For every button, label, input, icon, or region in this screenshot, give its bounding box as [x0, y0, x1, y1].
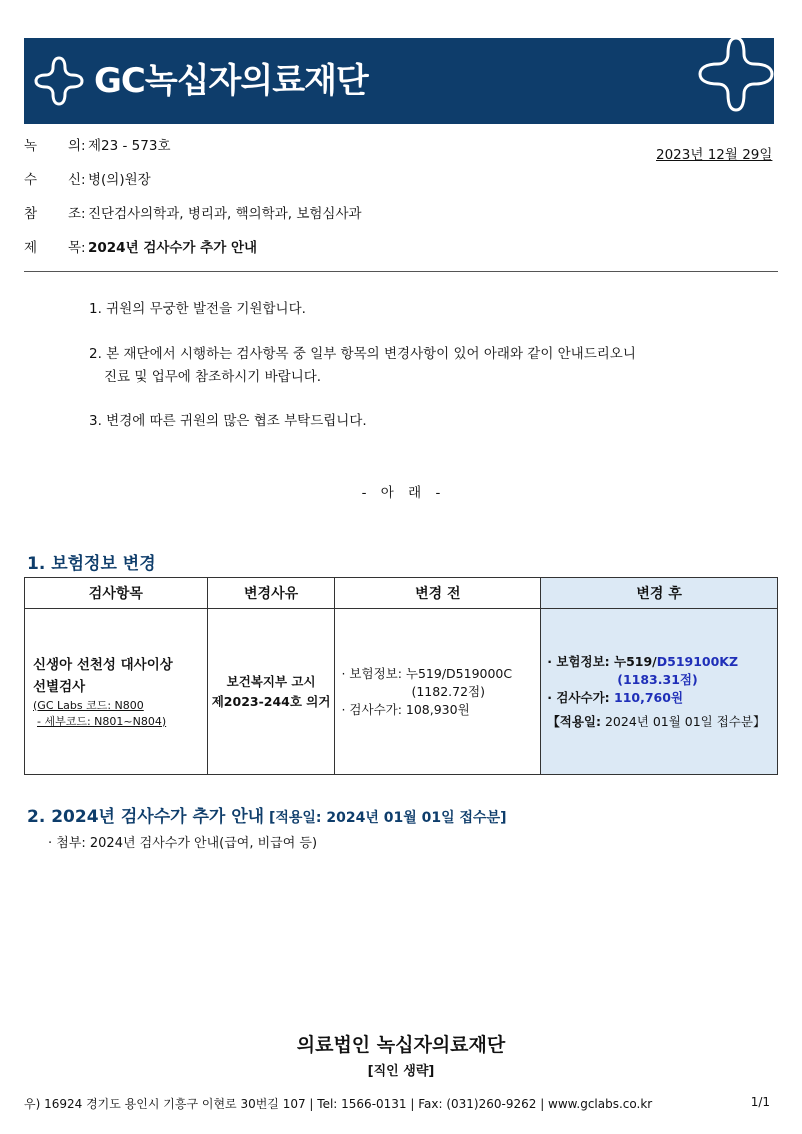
header-banner — [24, 38, 774, 124]
gc-logo-icon — [32, 54, 86, 108]
col-header-after: 변경 후 — [541, 578, 778, 609]
table-row — [25, 609, 778, 775]
doc-date: 2023년 12월 29일 — [656, 147, 773, 163]
page-number: 1/1 — [750, 1095, 770, 1109]
reference-row: 참 조:진단검사의학과, 병리과, 핵의학과, 보험심사과 — [24, 206, 362, 222]
recipient-row: 수 신:병(의)원장 — [24, 172, 151, 188]
doc-number: 제23 - 573호 — [88, 138, 171, 154]
cell-before: · 보험정보: 누519/D519000C (1182.72점) · 검사수가: 108,930원 — [335, 609, 541, 775]
col-header-reason: 변경사유 — [207, 578, 335, 609]
divider — [24, 271, 778, 272]
cell-item: 신생아 선천성 대사이상 선별검사 (GC Labs 코드: N800 - 세부코드: N801~N804) — [25, 609, 208, 775]
col-header-before: 변경 전 — [335, 578, 541, 609]
decorative-cross-icon — [688, 38, 774, 124]
logo-text: GC녹십자의료재단 — [94, 61, 368, 101]
new-points: (1183.31점) — [617, 671, 698, 687]
insurance-change-table — [24, 577, 778, 775]
footer — [24, 1095, 778, 1112]
footer-address: 우) 16924 경기도 용인시 기흥구 이현로 30번길 107 | Tel: 1566-0131 | Fax: (031)260-9262 | www.gclabs.co.kr — [24, 1097, 653, 1111]
reference: 진단검사의학과, 병리과, 핵의학과, 보험심사과 — [88, 206, 362, 222]
subject-row: 제 목:2024년 검사수가 추가 안내 — [24, 240, 258, 256]
organization-name: 의료법인 녹십자의료재단 — [296, 1034, 506, 1056]
recipient: 병(의)원장 — [88, 172, 151, 188]
doc-number-row: 녹 의:제23 - 573호 — [24, 138, 171, 154]
col-header-item: 검사항목 — [25, 578, 208, 609]
new-price: 110,760원 — [614, 689, 684, 705]
paragraph-2-line2: 진료 및 업무에 참조하시기 바랍니다. — [104, 369, 322, 385]
paragraph-1: 1. 귀원의 무궁한 발전을 기원합니다. — [89, 301, 306, 317]
paragraph-2-line1: 2. 본 재단에서 시행하는 검사항목 중 일부 항목의 변경사항이 있어 아래와 같이 안내드리오니 — [89, 346, 636, 362]
below-note: - 아 래 - — [361, 485, 441, 501]
new-insurance-code: D519100KZ — [656, 653, 739, 669]
section-1-title: 1. 보험정보 변경 — [27, 554, 156, 574]
table-header-row — [25, 578, 778, 609]
subject: 2024년 검사수가 추가 안내 — [88, 240, 258, 256]
seal-omitted: [직인 생략] — [367, 1064, 435, 1079]
paragraph-3: 3. 변경에 따른 귀원의 많은 협조 부탁드립니다. — [89, 413, 367, 429]
cell-reason: 보건복지부 고시 제2023-244호 의거 — [207, 609, 335, 775]
section-2-title: 2. 2024년 검사수가 추가 안내 [적용일: 2024년 01월 01일 접수분] — [27, 807, 507, 827]
attachment-note: · 첨부: 2024년 검사수가 안내(급여, 비급여 등) — [48, 836, 318, 851]
cell-after: · 보험정보: 누519/D519100KZ (1183.31점) · 검사수가: 110,760원 【적용일: 2024년 01월 01일 접수분】 — [541, 609, 778, 775]
